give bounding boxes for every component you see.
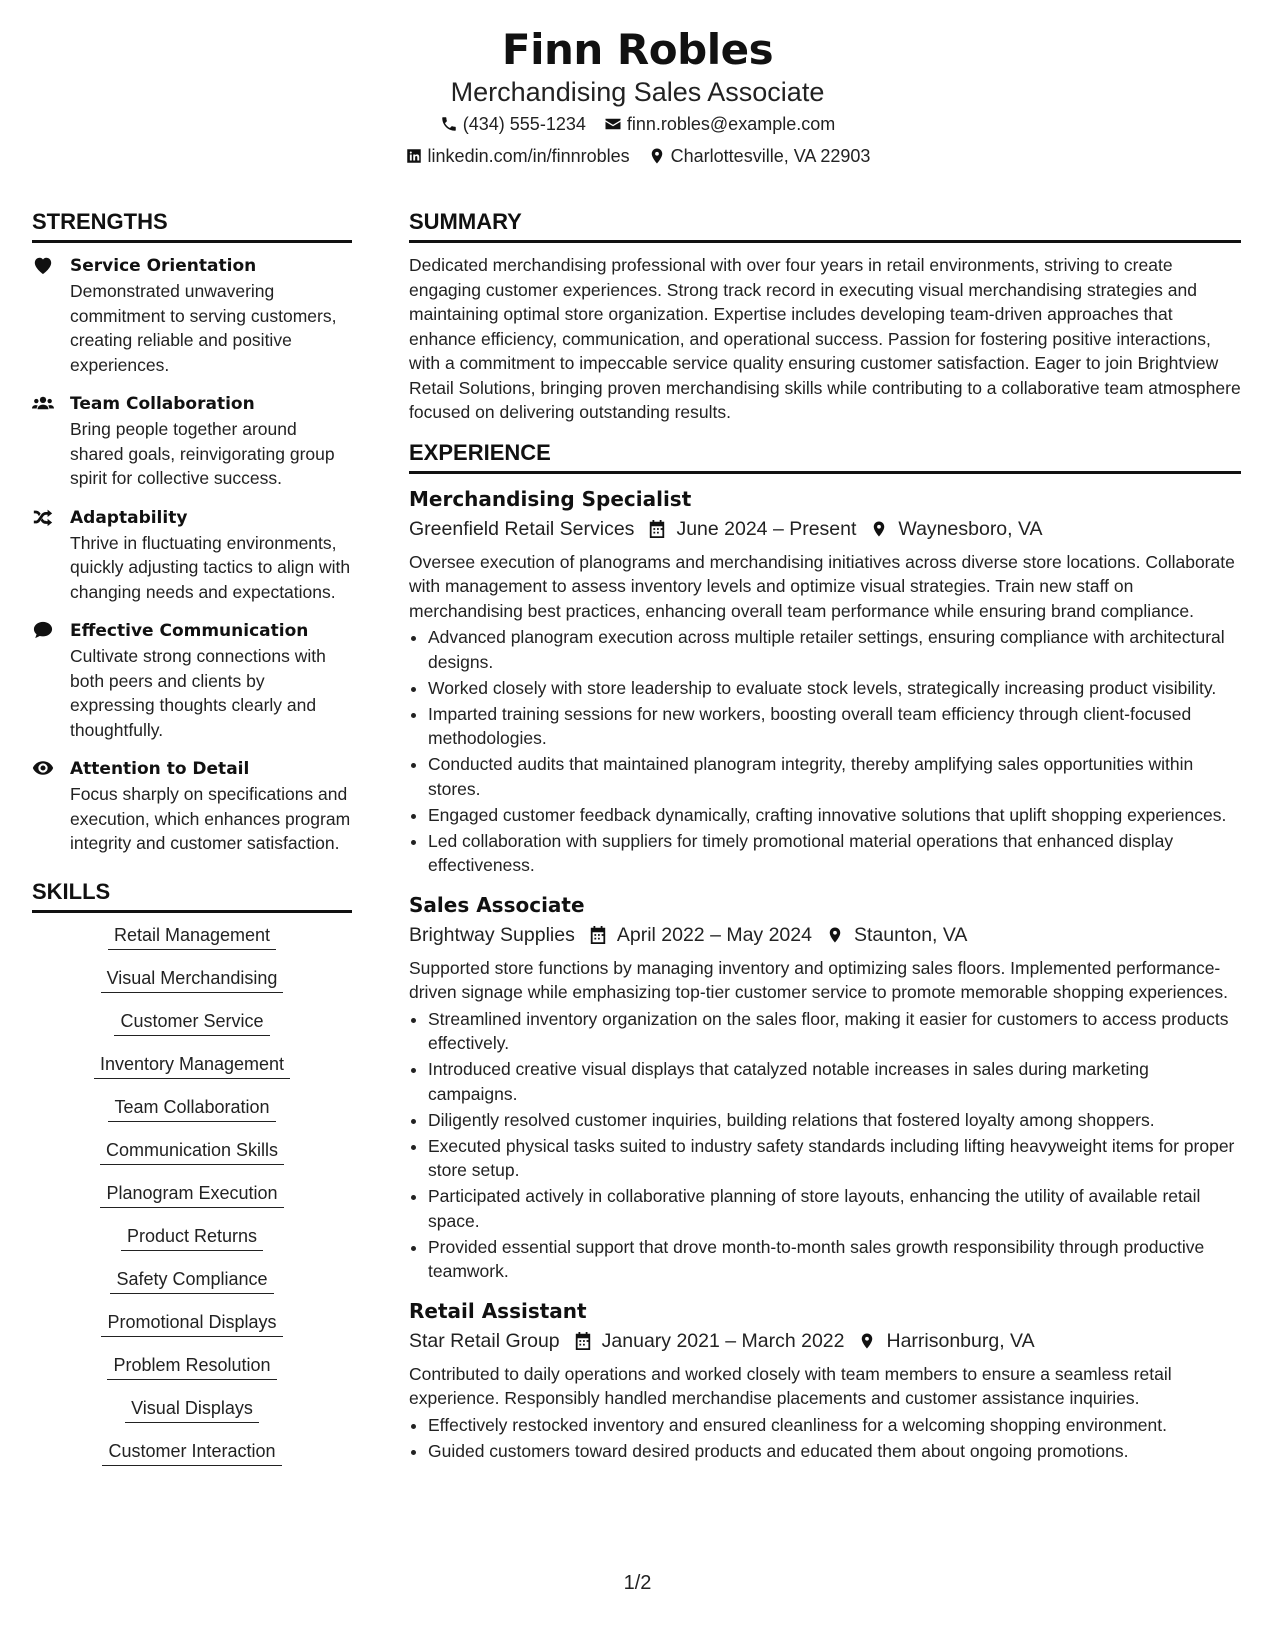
job-bullets bbox=[409, 1413, 1241, 1464]
job-location: Staunton, VA bbox=[853, 923, 968, 946]
job-entry bbox=[409, 484, 1241, 878]
job-bullets bbox=[409, 625, 1241, 878]
page-number: 1/2 bbox=[623, 1572, 652, 1594]
candidate-name: Finn Robles bbox=[501, 25, 774, 74]
skill-tag: Promotional Displays bbox=[101, 1310, 282, 1337]
calendar-icon bbox=[648, 519, 666, 539]
strength-desc: Cultivate strong connections with both peers and clients by expressing thoughts clearly and thoughtfully. bbox=[70, 646, 326, 740]
job-dates: April 2022 – May 2024 bbox=[616, 923, 812, 946]
linkedin-contact[interactable] bbox=[405, 140, 630, 172]
calendar-icon bbox=[589, 925, 607, 945]
email-contact[interactable] bbox=[604, 108, 835, 140]
bullet-item: • Effectively restocked inventory and ensured cleanliness for a welcoming shopping environment. bbox=[428, 1413, 1241, 1438]
job-meta bbox=[409, 514, 1241, 544]
company-name: Brightway Supplies bbox=[409, 923, 575, 946]
eye-icon bbox=[32, 758, 54, 778]
map-pin-icon bbox=[826, 925, 844, 945]
bullet-item: • Advanced planogram execution across multiple retailer settings, ensuring compliance with architectural designs. bbox=[428, 625, 1241, 674]
skills-list bbox=[32, 923, 352, 1466]
strength-title: Attention to Detail bbox=[70, 759, 250, 779]
company-name: Greenfield Retail Services bbox=[409, 517, 635, 540]
linkedin-icon bbox=[405, 147, 423, 165]
summary-text: Dedicated merchandising professional with over four years in retail environments, striving to create engaging customer experiences. Strong track record in executing visual merchandising strategies and maintaining optimal store organization. Expertise includes developing team-driven approaches that enhance efficiency, communication, and operational success. Passion for fostering positive interactions, with a commitment to impeccable service quality ensuring customer satisfaction. Eager to join Brightview Retail Solutions, bringing proven merchandising skills while contributing to a collaborative team atmosphere focused on delivering outstanding results. bbox=[409, 255, 1241, 422]
comment-icon bbox=[32, 620, 54, 640]
skill-tag: Communication Skills bbox=[100, 1138, 284, 1165]
calendar-icon bbox=[574, 1331, 592, 1351]
bullet-item: • Engaged customer feedback dynamically, crafting innovative solutions that uplift shopping experiences. bbox=[428, 803, 1241, 828]
job-title: Merchandising Specialist bbox=[409, 486, 692, 511]
bullet-item: • Guided customers toward desired products and educated them about ongoing promotions. bbox=[428, 1439, 1241, 1464]
map-pin-icon bbox=[870, 519, 888, 539]
job-location: Waynesboro, VA bbox=[898, 517, 1043, 540]
job-meta bbox=[409, 920, 1241, 950]
strength-item bbox=[32, 756, 352, 856]
strength-title: Effective Communication bbox=[70, 621, 309, 641]
bullet-item: • Imparted training sessions for new workers, boosting overall team efficiency through client-focused methodologies. bbox=[428, 702, 1241, 751]
company-name: Star Retail Group bbox=[409, 1329, 560, 1352]
skill-tag: Visual Merchandising bbox=[101, 966, 284, 993]
phone-icon bbox=[440, 115, 458, 133]
job-description: Contributed to daily operations and worked closely with team members to ensure a seamless retail experience. Responsibly handled merchandise placements and customer assistance inquiries. bbox=[409, 1363, 1172, 1408]
strength-desc: Bring people together around shared goals, reinvigorating group spirit for collective success. bbox=[70, 419, 335, 488]
strength-title: Service Orientation bbox=[70, 256, 257, 276]
job-location: Harrisonburg, VA bbox=[886, 1329, 1035, 1352]
strength-desc: Thrive in fluctuating environments, quickly adjusting tactics to align with changing needs and expectations. bbox=[70, 532, 351, 602]
contact-row-1 bbox=[0, 108, 1275, 140]
job-dates: June 2024 – Present bbox=[676, 517, 857, 540]
skill-tag: Inventory Management bbox=[94, 1052, 290, 1079]
bullet-item: • Provided essential support that drove month-to-month sales growth responsibility through productive teamwork. bbox=[428, 1235, 1241, 1284]
strength-title: Adaptability bbox=[70, 507, 188, 528]
strength-title: Team Collaboration bbox=[70, 394, 255, 414]
strength-item bbox=[32, 505, 352, 605]
skill-tag: Team Collaboration bbox=[108, 1095, 275, 1122]
job-entry bbox=[409, 890, 1241, 1284]
summary-heading: SUMMARY bbox=[409, 206, 1241, 243]
right-column bbox=[409, 206, 1241, 1475]
location-text: Charlottesville, VA 22903 bbox=[670, 146, 871, 166]
job-entry bbox=[409, 1296, 1241, 1464]
bullet-item: • Participated actively in collaborative planning of store layouts, enhancing the utility of available retail space. bbox=[428, 1184, 1241, 1233]
job-meta bbox=[409, 1326, 1241, 1356]
strengths-heading: STRENGTHS bbox=[32, 206, 352, 243]
skill-tag: Planogram Execution bbox=[100, 1181, 283, 1208]
skill-tag: Customer Service bbox=[114, 1009, 269, 1036]
experience-heading: EXPERIENCE bbox=[409, 437, 1241, 474]
resume-header bbox=[0, 22, 1275, 172]
strength-item bbox=[32, 253, 352, 377]
bullet-item: • Diligently resolved customer inquiries, building relations that fostered loyalty among shoppers. bbox=[428, 1108, 1241, 1133]
bullet-item: • Led collaboration with suppliers for timely promotional material operations that enhanced display effectiveness. bbox=[428, 829, 1241, 878]
map-pin-icon bbox=[648, 147, 666, 165]
strength-item bbox=[32, 391, 352, 491]
job-description: Supported store functions by managing inventory and optimizing sales floors. Implemented performance-driven signage while emphasizing top-tier customer service to promote memorable shopping experiences. bbox=[409, 957, 1229, 1002]
strength-desc: Demonstrated unwavering commitment to serving customers, creating reliable and positive experiences. bbox=[70, 281, 337, 375]
left-column bbox=[32, 206, 352, 1482]
skill-tag: Problem Resolution bbox=[107, 1353, 276, 1380]
skill-tag: Visual Displays bbox=[125, 1396, 259, 1423]
email-text[interactable]: finn.robles@example.com bbox=[626, 114, 836, 134]
skills-heading: SKILLS bbox=[32, 876, 352, 913]
bullet-item: • Streamlined inventory organization on the sales floor, making it easier for customers to access products effectively. bbox=[428, 1007, 1241, 1056]
job-title: Retail Assistant bbox=[409, 1298, 587, 1323]
envelope-icon bbox=[604, 115, 622, 133]
users-icon bbox=[32, 393, 54, 413]
phone-contact bbox=[440, 108, 586, 140]
job-title: Sales Associate bbox=[409, 892, 585, 917]
skill-tag: Product Returns bbox=[121, 1224, 263, 1251]
shuffle-icon bbox=[32, 507, 54, 527]
heart-icon bbox=[32, 255, 54, 275]
location-contact bbox=[648, 140, 871, 172]
strength-desc: Focus sharply on specifications and execution, which enhances program integrity and customer satisfaction. bbox=[70, 784, 351, 853]
phone-text: (434) 555-1234 bbox=[462, 114, 586, 134]
job-dates: January 2021 – March 2022 bbox=[601, 1329, 845, 1352]
contact-row-2 bbox=[0, 140, 1275, 172]
skill-tag: Safety Compliance bbox=[110, 1267, 273, 1294]
linkedin-text[interactable]: linkedin.com/in/finnrobles bbox=[427, 146, 630, 166]
job-description: Oversee execution of planograms and merchandising initiatives across diverse store locations. Collaborate with management to assess inventory levels and optimize visual strategies. Train new staff on merchandising best practices, enhancing overall team performance while ensuring brand compliance. bbox=[409, 551, 1235, 621]
job-bullets bbox=[409, 1007, 1241, 1284]
bullet-item: • Executed physical tasks suited to industry safety standards including lifting heavyweight items for proper store setup. bbox=[428, 1134, 1241, 1183]
skill-tag: Customer Interaction bbox=[102, 1439, 281, 1466]
bullet-item: • Worked closely with store leadership to evaluate stock levels, strategically increasing product visibility. bbox=[428, 676, 1241, 701]
skill-tag: Retail Management bbox=[108, 923, 276, 950]
candidate-title: Merchandising Sales Associate bbox=[450, 77, 825, 107]
map-pin-icon bbox=[858, 1331, 876, 1351]
strength-item bbox=[32, 618, 352, 742]
bullet-item: • Introduced creative visual displays that catalyzed notable increases in sales during marketing campaigns. bbox=[428, 1057, 1241, 1106]
bullet-item: • Conducted audits that maintained planogram integrity, thereby amplifying sales opportunities within stores. bbox=[428, 752, 1241, 801]
